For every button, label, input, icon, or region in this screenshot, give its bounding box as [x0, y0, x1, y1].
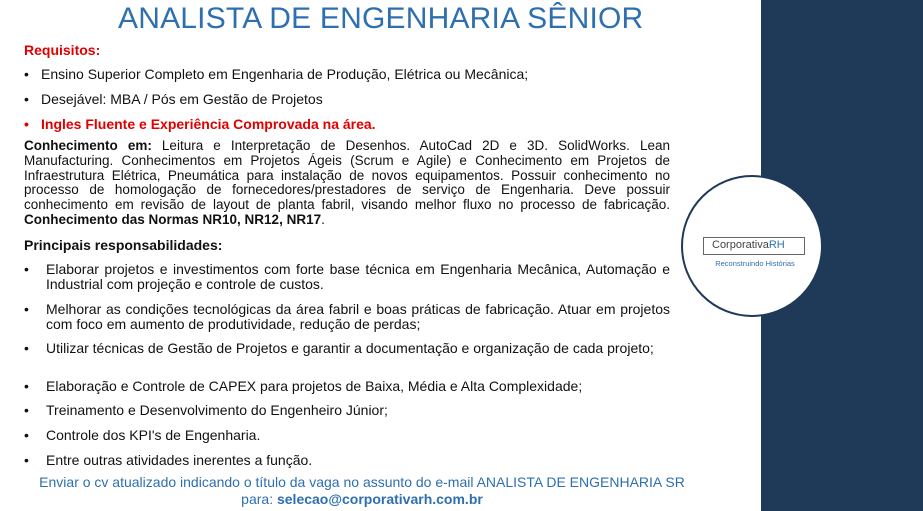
- knowledge-norms: Conhecimento das Normas NR10, NR12, NR17: [24, 211, 322, 227]
- footer-text: Enviar o cv atualizado indicando o título da vaga no assunto do e-mail ANALISTA DE ENGENHARIA SR para:: [39, 474, 685, 507]
- logo-name-part1: Corporativa: [712, 239, 769, 251]
- responsibility-item: • Controle dos KPI's de Engenharia.: [24, 427, 261, 443]
- responsibility-item: • Elaboração e Controle de CAPEX para projetos de Baixa, Média e Alta Complexidade;: [24, 378, 583, 394]
- logo-name-part2: RH: [768, 239, 785, 251]
- company-logo: [681, 175, 823, 317]
- requirements-heading: Requisitos:: [24, 42, 101, 58]
- application-instructions: [32, 474, 692, 508]
- requirement-item: • Ensino Superior Completo em Engenharia de Produção, Elétrica ou Mecânica;: [24, 66, 529, 82]
- responsibilities-heading: Principais responsabilidades:: [24, 237, 223, 253]
- responsibility-item: • Treinamento e Desenvolvimento do Engenheiro Júnior;: [24, 402, 388, 418]
- requirement-item: • Desejável: MBA / Pós em Gestão de Projetos: [24, 91, 323, 107]
- responsibility-item: • Elaborar projetos e investimentos com forte base técnica em Engenharia Mecânica, Automação e Industrial com projeção e controle de custos.: [24, 261, 670, 292]
- responsibility-item: • Melhorar as condições tecnológicas da área fabril e boas práticas de fabricação. Atuar em projetos com foco em aumento de produtividade, redução de perdas;: [24, 301, 670, 332]
- page-title: ANALISTA DE ENGENHARIA SÊNIOR: [118, 2, 644, 35]
- knowledge-text: Leitura e Interpretação de Desenhos. AutoCad 2D e 3D. SolidWorks. Lean Manufacturing. Conhecimentos em Projetos Ágeis (Scrum e Agile) e Conhecimento em Projetos de Infraestrutura Elétrica, Pneumática para instalação de novos equipamentos. Possuir conhecimento no processo de homologação de fornecedores/prestadores de serviço de Engenharia. Deve possuir conhecimento em revisão de layout de planta fabril, visando melhor fluxo no processo de fabricação.: [24, 138, 670, 213]
- responsibility-item: • Utilizar técnicas de Gestão de Projetos e garantir a documentação e organização de cada projeto;: [24, 340, 654, 356]
- knowledge-label: Conhecimento em:: [24, 138, 152, 153]
- logo-wordmark: [703, 237, 805, 255]
- requirement-item-highlight: • Ingles Fluente e Experiência Comprovada na área.: [24, 116, 376, 132]
- logo-tagline: Reconstruindo Histórias: [715, 259, 795, 268]
- contact-email[interactable]: selecao@corporativarh.com.br: [276, 491, 483, 507]
- knowledge-paragraph: Conhecimento em: Leitura e Interpretação de Desenhos. AutoCad 2D e 3D. SolidWorks. Lean Manufacturing. Conhecimentos em Projetos Ágeis (Scrum e Agile) e Conhecimento em Projetos de Infraestrutura Elétrica, Pneumática para instalação de novos equipamentos. Possuir conhecimento no processo de homologação de fornecedores/prestadores de serviço de Engenharia. Deve possuir conhecimento em revisão de layout de planta fabril, visando melhor fluxo no processo de fabricação. Conhecimento das Normas NR10, NR12, NR17.: [24, 138, 670, 227]
- responsibility-item: • Entre outras atividades inerentes a função.: [24, 452, 313, 468]
